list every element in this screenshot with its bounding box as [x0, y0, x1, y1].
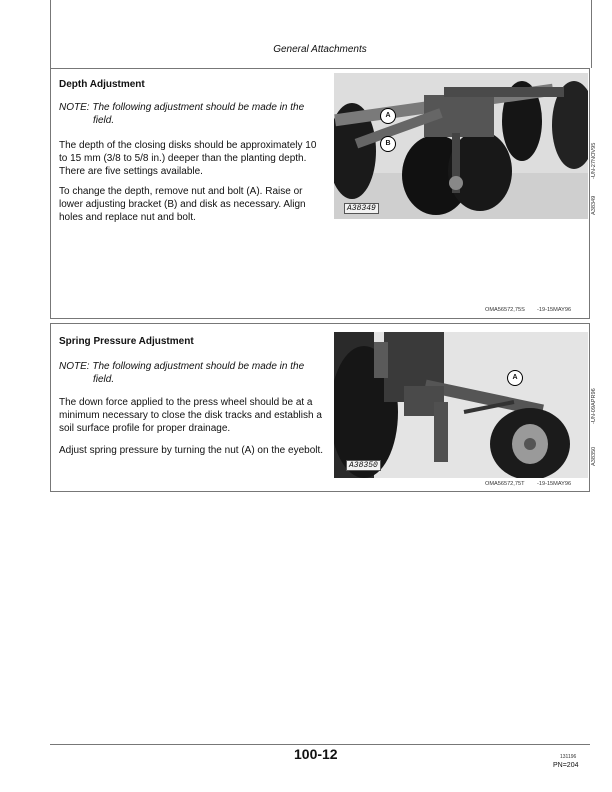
ref-code: OMA56572,75S: [485, 307, 525, 313]
footer-rule: [50, 744, 590, 745]
side-code: A38349: [591, 195, 597, 215]
section-title: Depth Adjustment: [59, 79, 145, 90]
press-wheel-photo: [334, 332, 588, 478]
callout-b: B: [380, 136, 396, 152]
note-line: field.: [93, 115, 115, 126]
running-header: General Attachments: [273, 44, 367, 55]
image-stamp: A38349: [344, 203, 379, 214]
section-title: Spring Pressure Adjustment: [59, 336, 194, 347]
note: [59, 360, 317, 386]
paragraph: Adjust spring pressure by turning the nut (A) on the eyebolt.: [59, 445, 324, 456]
paragraph: To change the depth, remove nut and bolt (A). Raise or lower adjusting bracket (B) and disk as necessary. Align holes and replace nut and bolt.: [59, 186, 306, 224]
footer-pn: PN=204: [553, 762, 579, 769]
paragraph: The depth of the closing disks should be approximately 10 to 15 mm (3/8 to 5/8 in.) deeper than the planting depth. There are five settings available.: [59, 140, 317, 178]
footer-date-code: 131196: [560, 754, 577, 760]
header-frame: [50, 0, 592, 68]
note-line: field.: [93, 374, 115, 385]
side-ref: -UN-27NOV95: [591, 142, 597, 179]
ref-date: -19-15MAY96: [537, 481, 572, 487]
closing-disk-photo: [334, 73, 588, 219]
ref-code: OMA56572,75T: [485, 481, 525, 487]
note-line: NOTE: The following adjustment should be made in the: [59, 102, 305, 113]
side-ref: -UN-09APR96: [591, 388, 597, 424]
side-code: A38350: [591, 446, 597, 466]
spring-pressure-section: [50, 323, 597, 492]
image-stamp: A38350: [346, 460, 381, 471]
ref-date: -19-15MAY96: [537, 307, 572, 313]
note-line: NOTE: The following adjustment should be made in the: [59, 361, 305, 372]
callout-a: A: [507, 370, 523, 386]
callout-a: A: [380, 108, 396, 124]
paragraph: The down force applied to the press wheel should be at a minimum necessary to close the disk tracks and establish a soil surface profile for proper drainage.: [59, 397, 322, 435]
depth-adjustment-section: [50, 68, 597, 319]
page-number: 100-12: [294, 746, 338, 762]
note: [59, 101, 317, 127]
